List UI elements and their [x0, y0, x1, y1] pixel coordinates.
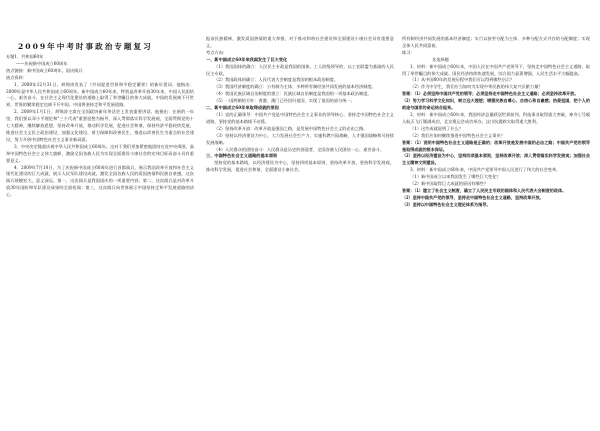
paragraph: 1、2008年12月31日，胡锦涛发表了《共同促进世界和平稳定繁荣》的新年贺词。他指出：2009年是中华人民共和国成立60周年。新中国成立60年来，特别是改革开放30年来，中国人民团结一心、艰苦奋斗，在社会主义现代化建设的道路上取得了举世瞩目的伟大成就。中国的发展离不开世界，世界的繁荣稳定也离不开中国。中国将坚持走和平发展道路。 [6, 81, 194, 108]
column-1 [6, 46, 194, 426]
paragraph: 振奋民族精神，激发爱国热情的重大举措，对于推动和谐社会建设和全面建设小康社会具有重要意义。 [206, 36, 394, 48]
answer: （3）坚持以中国特色社会主义理论体系为指导。 [402, 201, 491, 207]
question: 2、材料：新中国成立60年来，我国经济总量跃居世界前列，科技事业取得重大突破，神舟七号载人航天飞行圆满成功，北京奥运会成功举办，汶川抗震救灾取得重大胜利。 [402, 111, 590, 124]
answer: 答案：（1）说明中国特色社会主义道路是正确的；改革开放是发展中国的必由之路；中国共产党的领导是取得成就的根本保证。 [402, 139, 590, 152]
question: （2）作为中学生，我们应当如何为实现中华民族的伟大复兴贡献力量？ [410, 84, 543, 90]
subsection-label: 非选择题 [432, 56, 449, 62]
paragraph: （1）党的正确领导：中国共产党是中国特色社会主义事业的领导核心。坚持走中国特色社会主义道路，坚持党的基本路线不动摇。 [206, 111, 394, 124]
paragraph: （5）一国两制的方针：香港、澳门已经回归祖国，实现了祖国的部分统一。 [214, 98, 355, 104]
paragraph: 4、2009年7月10日，为了庆祝新中国成立60周年进行首都阅兵，展示我国改革开放和社会主义现代化建设的巨大成就，展示人民军队建设成就，激发全国各族人民的爱国热情和民族自豪感，这次阅兵规模宏大，意义深远。第一，这次阅兵是我国国庆的一项重要内容；第二，这次阅兵是对改革开放30年国防和军队建设成果的全面检阅；第三，这次阅兵向世界展示中国坚持走和平发展道路的决心。 [6, 164, 194, 198]
answer: （2）坚持以经济建设为中心，坚持四项基本原则，坚持改革开放；深入贯彻落实科学发展观；加强社会主义精神文明建设。 [402, 153, 590, 166]
paragraph: 所有制经济共同发展的基本经济制度；实行以按劳分配为主体、多种分配方式并存的分配制度；实现全体人民共同富裕。 [402, 36, 590, 48]
paragraph: （4）我国民族区域自治制度的建立：民族区域自治制度是我国的一项基本政治制度。 [214, 91, 372, 97]
question: （1）新中国成立以来我国发生了哪些巨大变化？ [410, 174, 501, 180]
topic-subtitle: ——庆祝新中国成立60周年 [16, 60, 68, 66]
paragraph: （3）坚持以经济建设为中心，大力发展社会生产力，实施科教兴国战略、人才强国战略和可持续发展战略。 [206, 132, 394, 145]
answer: 答案：（1）建立了社会主义制度，确立了人民民主专政的国体和人民代表大会制度的政体。 [402, 187, 567, 193]
hot-point: 热点链接：新中国成立60周年，国庆阅兵 [6, 67, 83, 73]
question: （1）这些成就说明了什么？ [410, 125, 463, 131]
question: 1、材料：新中国成立60年来，中国人民在中国共产党领导下，坚持走中国特色社会主义道路，取得了举世瞩目的伟大成就。国民经济持续快速发展，综合国力显著增强，人民生活水平大幅提高。 [402, 63, 590, 76]
paragraph: （2）坚持改革开放：改革开放是强国之路，是发展中国特色社会主义的必由之路。 [214, 125, 368, 131]
document-title: 2009年中考时事政治专题复习 [18, 42, 153, 51]
section-label: 练习： [402, 49, 415, 55]
question: （2）新中国取得巨大成就的原因有哪些？ [410, 181, 489, 187]
question: 3、材料：新中国成立60年来，中国共产党领导中国人民进行了伟大的社会变革。 [410, 167, 561, 173]
hot-detail: 热点资料： [6, 74, 27, 80]
topic-heading: 专题1、共和国60年 [6, 54, 44, 59]
section-label: 考点方向： [206, 49, 227, 55]
column-2 [206, 36, 394, 428]
answer: （2）努力学习科学文化知识，树立远大理想；增强民族自尊心、自信心和自豪感；热爱祖国，把个人的前途与国家的命运结合起来。 [402, 98, 590, 111]
paragraph: （2）我国政体的确立：人民代表大会制度是我国的根本政治制度。 [214, 77, 339, 83]
question: （1）从中国60年的发展历程中我们可以得到哪些启示？ [410, 77, 515, 83]
paragraph: （4）人民群众的团结奋斗：人民群众是历史的创造者，全国各族人民团结一心、艰苦奋斗。 [214, 146, 385, 152]
paragraph: （3）我国经济制度的确立：公有制为主体、多种所有制经济共同发展的基本经济制度。 [214, 84, 376, 90]
column-3 [402, 36, 590, 428]
section-heading: 一、新中国成立60年来我国发生了巨大变化 [206, 56, 288, 62]
paragraph: 坚持党的基本路线，以经济建设为中心，坚持四项基本原则，坚持改革开放，坚持科学发展观，推动科学发展，促进社会和谐，全面建设小康社会。 [206, 160, 394, 173]
paragraph: （1）我国国体的确立：人民民主专政是我国的国体，工人阶级领导的、以工农联盟为基础的人民民主专政。 [206, 63, 394, 76]
paragraph: 3、中央决定隆重庆祝中华人民共和国成立60周年。这对于我们更加紧密地团结在党中央周围，高举中国特色社会主义伟大旗帜，激励全国各族人民为实现全面建设小康社会的宏伟目标而奋斗具有重要意义。 [6, 143, 194, 163]
answer: 答案：（1）必须坚持中国共产党的领导；必须坚持走中国特色社会主义道路；必须坚持改革开放。 [402, 91, 579, 97]
paragraph: 2、2009年1月1日，胡锦涛主席在全国政协新年茶话会上发表重要讲话。他指出：在新的一年里，我们要以邓小平理论和"三个代表"重要思想为指导，深入贯彻落实科学发展观，全面贯彻党的十七大精神，继续解放思想，坚持改革开放，推动科学发展，促进社会和谐，保持经济平稳较快发展，推进社会主义民主政治建设，加强文化建设，着力保障和改善民生，推进以改善民生为重点的社会建设，努力开创中国特色社会主义事业新局面。 [6, 109, 194, 142]
answer: （2）坚持中国共产党的领导，坚持走中国特色社会主义道路，坚持改革开放。 [402, 194, 544, 200]
section-heading: 三、中国特色社会主义道路的基本原则 [206, 153, 278, 159]
section-heading: 二、新中国成立60年来取得成就的原因 [206, 105, 279, 111]
question: （2）我们应如何继续推进中国特色社会主义事业？ [410, 132, 505, 138]
